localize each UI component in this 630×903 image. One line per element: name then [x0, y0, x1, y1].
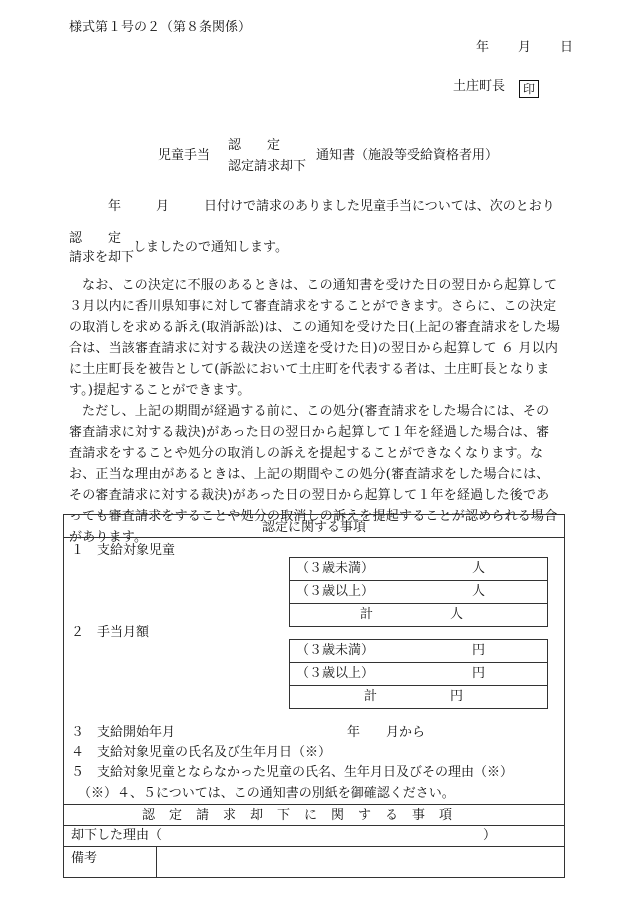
amount-over3-row [290, 663, 547, 686]
remarks-label: 備考 [71, 851, 98, 866]
unit: 円 [472, 643, 486, 658]
issuer-line [453, 80, 539, 98]
amount-table [289, 639, 548, 709]
divider [64, 825, 564, 826]
intro-month: 月 [156, 199, 170, 214]
title-right: 通知書（施設等受給資格者用） [316, 148, 499, 163]
children-over3-row [290, 581, 547, 604]
divider [64, 537, 564, 538]
rejection-header: 認定請求却下に関する事項 [142, 808, 467, 823]
intro-choice-approve: 認 定 [69, 231, 122, 246]
divider [64, 804, 564, 805]
limitation-paragraph: ただし、上記の期間が経過する前に、この処分(審査請求をした場合には、その審査請求に対する裁決)があった日の翌日から起算して１年を経過した場合は、審査請求をすることや処分の取消しの訴えを提起することができなくなります。なお、正当な理由があるときは、上記の期間やこの処分(審査請求をした場合には、その審査請求に対する裁決)があった日の翌日から起算して１年を経過した後であっても審査請求をすることや処分の取消しの訴えを提起することが認められる場合があります。 [69, 404, 558, 545]
intro-text: 日付けで請求のありました児童手当については、次のとおり [204, 199, 555, 214]
appeal-paragraph: なお、この決定に不服のあるときは、この通知書を受けた日の翌日から起算して３月以内に香川県知事に対して審査請求をすることができます。さらに、この決定の取消しを求める訴え(取消訴訟)は、この通知を受けた日(上記の審査請求をした場合は、当該審査請求に対する裁決の送達を受けた日)の翌日から起算して ６ 月以内に土庄町長を被告として(訴訟において土庄町を代表する者は、土庄町長となります。)提起することができます。 [69, 278, 561, 398]
certification-table [63, 514, 565, 878]
table-header: 認定に関する事項 [261, 520, 366, 535]
intro-suffix: しましたので通知します。 [133, 240, 288, 255]
item-start-month: ３ 支給開始年月 [71, 725, 176, 740]
amount-total-row [290, 686, 547, 708]
unit: 円 [472, 666, 486, 681]
intro-choice-reject: 請求を却下 [69, 250, 135, 265]
rejection-reason-label: 却下した理由（ [71, 828, 163, 843]
rejection-reason-close: ） [483, 828, 497, 843]
title-left: 児童手当 [158, 148, 211, 163]
remarks-divider [156, 846, 157, 877]
item-excluded-children: ５ 支給対象児童とならなかった児童の氏名、生年月日及びその理由（※） [71, 765, 514, 780]
title-choice-approve: 認 定 [228, 138, 281, 153]
label: （３歳未満） [296, 561, 375, 576]
children-count-table [289, 557, 548, 627]
children-under3-row [290, 558, 547, 581]
unit: 人 [472, 561, 486, 576]
item-monthly-amount: ２ 手当月額 [71, 625, 150, 640]
start-month-value: 年 月から [347, 725, 426, 740]
table-note: （※）４、５については、この通知書の別紙を御確認ください。 [78, 786, 455, 801]
label: （３歳以上） [296, 584, 375, 599]
label: （３歳以上） [296, 666, 375, 681]
item-children-names: ４ 支給対象児童の氏名及び生年月日（※） [71, 745, 332, 760]
issuer-name: 土庄町長 [453, 79, 506, 94]
intro-year: 年 [108, 199, 122, 214]
amount-under3-row [290, 640, 547, 663]
seal-icon: 印 [519, 80, 539, 98]
children-total-row [290, 604, 547, 626]
unit: 円 [450, 689, 464, 704]
label: 計 [360, 607, 374, 622]
unit: 人 [472, 584, 486, 599]
body-text [69, 275, 561, 548]
form-number: 様式第１号の２（第８条関係） [69, 20, 252, 35]
title-choice-reject: 認定請求却下 [228, 159, 307, 174]
divider [64, 846, 564, 847]
label: 計 [364, 689, 378, 704]
issue-date: 年 月 日 [476, 40, 575, 55]
unit: 人 [450, 607, 464, 622]
label: （３歳未満） [296, 643, 375, 658]
item-eligible-children: １ 支給対象児童 [71, 543, 176, 558]
